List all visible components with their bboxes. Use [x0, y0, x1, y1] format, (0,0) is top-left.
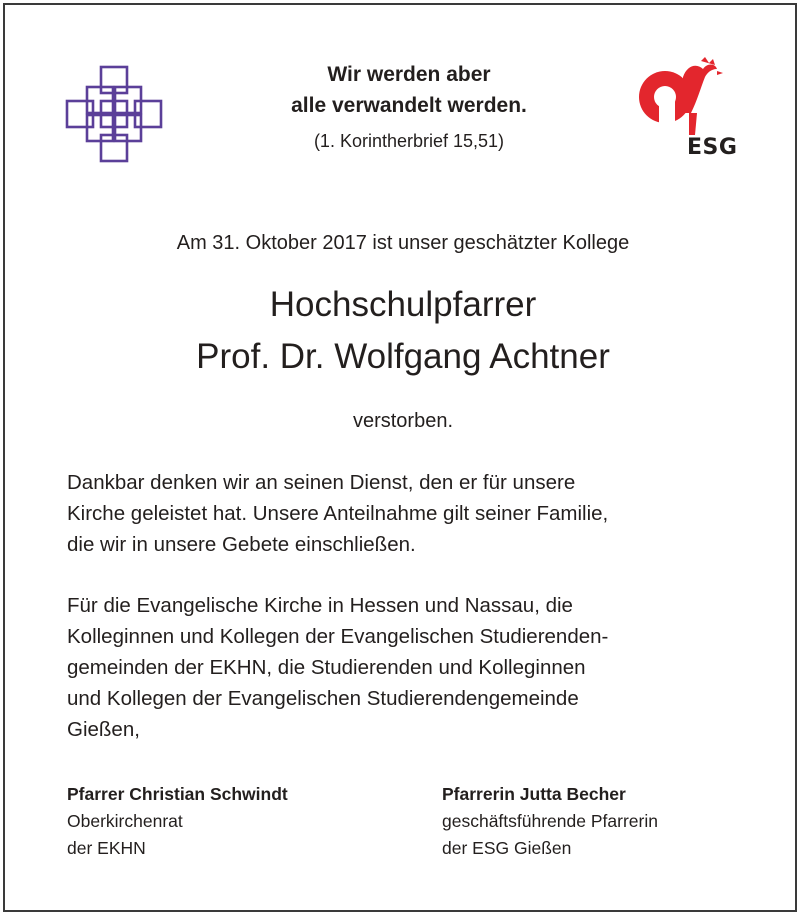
- paragraph-line: und Kollegen der Evangelischen Studierendengemeinde: [67, 687, 579, 710]
- gratitude-paragraph: [67, 467, 747, 560]
- paragraph-line: Für die Evangelische Kirche in Hessen und Nassau, die: [67, 594, 573, 617]
- paragraph-line: Kirche geleistet hat. Unsere Anteilnahme gilt seiner Familie,: [67, 502, 609, 525]
- verse-line-1: Wir werden aber: [327, 63, 491, 86]
- esg-logo: [631, 57, 747, 163]
- signatory-name: Pfarrerin Jutta Becher: [442, 784, 626, 804]
- paragraph-line: gemeinden der EKHN, die Studierenden und Kolleginnen: [67, 656, 586, 679]
- signatory-role: geschäftsführende Pfarrerin: [442, 811, 658, 831]
- signatory-organization: der EKHN: [67, 838, 146, 858]
- rooster-icon: [631, 57, 747, 137]
- esg-logo-text: ESG: [687, 135, 738, 160]
- paragraph-line: die wir in unsere Gebete einschließen.: [67, 533, 416, 556]
- deceased-title: Hochschulpfarrer: [269, 285, 537, 324]
- signatory-organization: der ESG Gießen: [442, 838, 572, 858]
- signature-left: [67, 781, 288, 862]
- paragraph-line: Kolleginnen und Kollegen der Evangelischen Studierenden-: [67, 625, 609, 648]
- deceased-name: Prof. Dr. Wolfgang Achtner: [196, 337, 610, 376]
- obituary-frame: [3, 3, 797, 912]
- paragraph-line: Gießen,: [67, 718, 140, 741]
- announcement-intro: Am 31. Oktober 2017 ist unser geschätzter Kollege: [176, 232, 630, 254]
- signatory-name: Pfarrer Christian Schwindt: [67, 784, 288, 804]
- signature-right: [442, 781, 658, 862]
- mourners-paragraph: [67, 590, 747, 745]
- paragraph-line: Dankbar denken wir an seinen Dienst, den er für unsere: [67, 471, 576, 494]
- cross-icon: [65, 65, 163, 163]
- announcement-died: verstorben.: [352, 410, 454, 432]
- signatory-role: Oberkirchenrat: [67, 811, 183, 831]
- verse-reference: (1. Korintherbrief 15,51): [313, 131, 505, 151]
- verse-line-2: alle verwandelt werden.: [291, 94, 527, 117]
